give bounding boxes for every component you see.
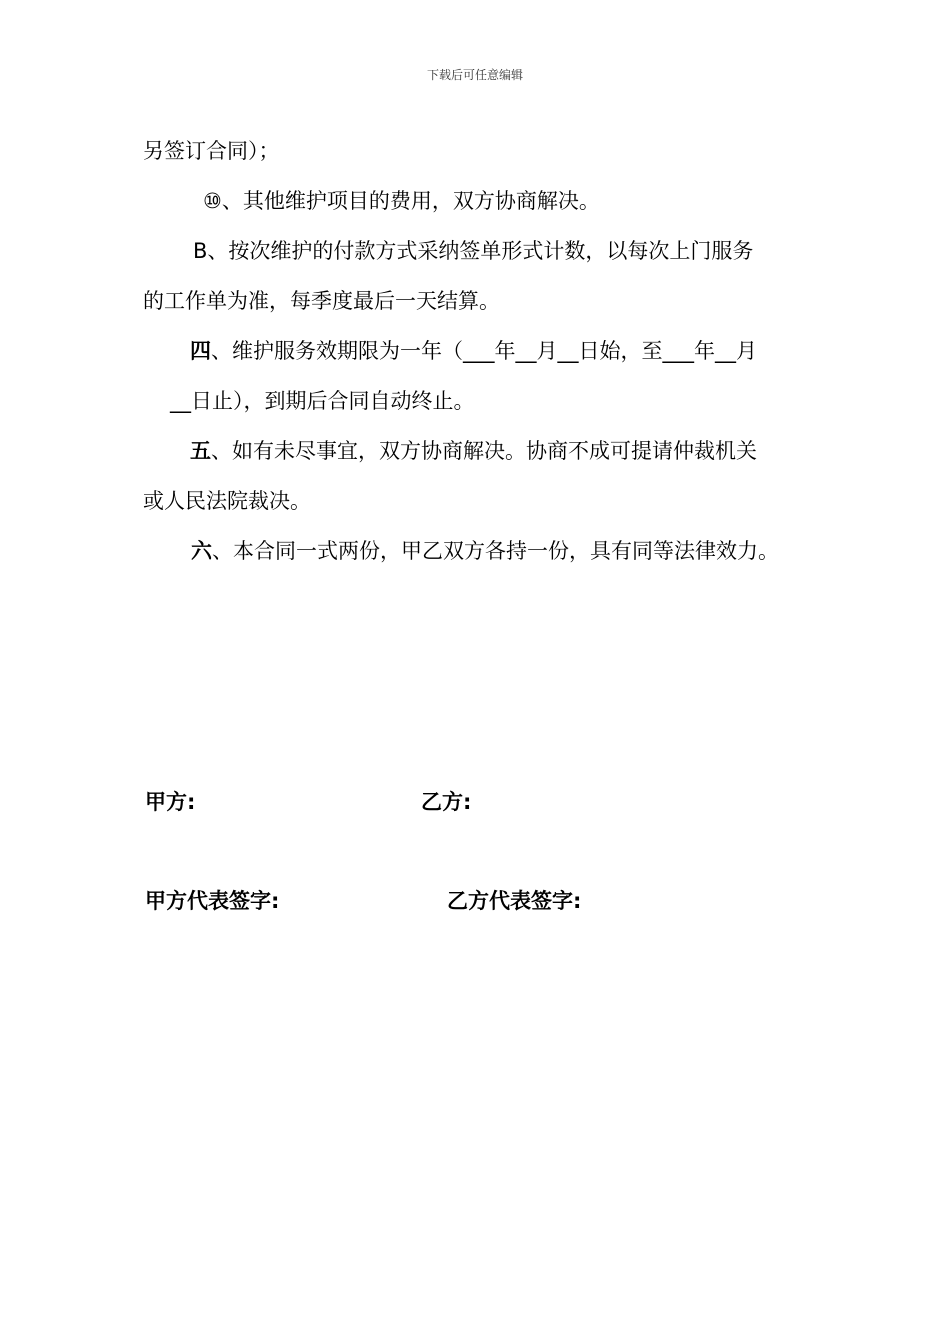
clause-five-text: 、如有未尽事宜，双方协商解决。协商不成可提请仲裁机关: [211, 439, 757, 463]
clause-line-1: 另签订合同）；: [143, 139, 280, 163]
clause-four-line-1: [190, 336, 757, 366]
clause-item-10: ⑩、其他维护项目的费用，双方协商解决。: [203, 189, 600, 213]
clause-four-number: 四: [190, 339, 211, 363]
party-a-label: 甲方:: [145, 790, 196, 814]
clause-five-line-1: [190, 436, 757, 466]
party-a-rep-label: 甲方代表签字:: [145, 889, 280, 913]
clause-six-text: 、本合同一式两份，甲乙双方各持一份，具有同等法律效力。: [212, 539, 779, 563]
clause-b-line-2: 的工作单为准，每季度最后一天结算。: [143, 289, 500, 313]
clause-five-line-2: 或人民法院裁决。: [143, 489, 311, 513]
party-b-rep-label: 乙方代表签字:: [447, 889, 582, 913]
clause-five-number: 五: [190, 439, 211, 463]
clause-six-number: 六: [191, 539, 212, 563]
clause-four-line-2: __日止），到期后合同自动终止。: [170, 389, 475, 413]
clause-b-line-1: B、按次维护的付款方式采纳签单形式计数，以每次上门服务: [193, 239, 754, 263]
clause-six-line: [191, 536, 779, 566]
clause-four-text: 、维护服务效期限为一年（___年__月__日始，至___年__月: [211, 339, 757, 363]
party-b-label: 乙方:: [421, 790, 472, 814]
page-header: 下载后可任意编辑: [426, 68, 523, 82]
